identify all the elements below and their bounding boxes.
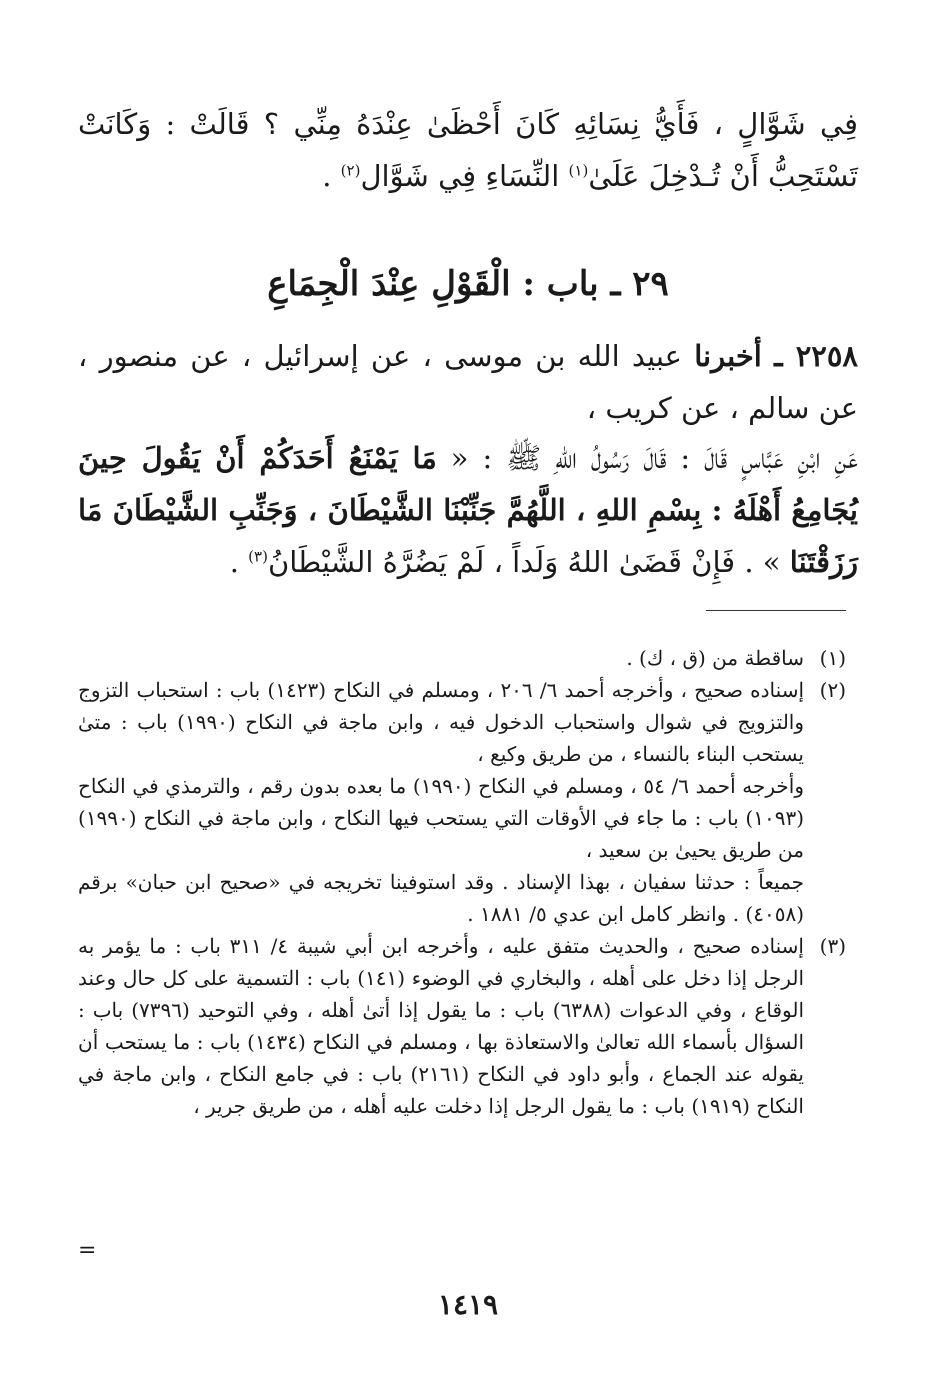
hadith-chain <box>78 330 858 434</box>
chapter-title: ٢٩ ـ باب : الْقَوْلِ عِنْدَ الْجِمَاعِ <box>267 264 669 304</box>
intro-line-1: فِي شَوَّالٍ ، فَأَيُّ نِسَائِهِ كَانَ أَحْظَىٰ عِنْدَهُ مِنِّي ؟ قَالَتْ : وَكَانَتْ تَسْتَحِبُّ أَنْ <box>78 107 858 193</box>
footnote-1-mark: (١) <box>819 646 846 670</box>
intro-line-end: . <box>322 159 341 193</box>
footnote-2-paragraph-2: وأخرجه أحمد ٦/ ٥٤ ، ومسلم في النكاح (١٩٩٠) ما بعده بدون رقم ، والترمذي في النكاح (١٠٩٣) باب : ما جاء في الأوقات التي يستحب فيها النكاح ، وابن ماجة في النكاح (١٩٩٠) من طريق يحيىٰ بن سعيد ، <box>78 774 805 862</box>
hadith-body <box>78 432 858 588</box>
hadith-chain-text: عبيد الله بن موسى ، عن إسرائيل ، عن منصور ، عن سالم ، عن كريب ، <box>78 339 858 425</box>
footnote-2 <box>78 674 846 930</box>
footnote-ref-2[interactable]: (٢) <box>340 161 361 180</box>
hadith-number: ٢٢٥٨ ـ <box>774 339 859 373</box>
continuation-mark: = <box>78 1238 97 1263</box>
intro-line-2-part-b: النِّسَاءِ فِي شَوَّال <box>360 159 569 193</box>
hadith-end: . <box>229 545 249 579</box>
footnote-3-text: إسناده صحيح ، والحديث متفق عليه ، وأخرجه ابن أبي شيبة ٤/ ٣١١ باب : ما يؤمر به الرجل إذا دخل على أهله ، والبخاري في الوضوء (١٤١) باب : التسمية على كل حال وعند الوقاع ، وفي الدعوات (٦٣٨٨) باب : ما يقول إذا أتىٰ أهله ، وفي التوحيد (٧٣٩٦) باب : السؤال بأسماء الله تعالىٰ والاستعاذة بها ، ومسلم في النكاح (١٤٣٤) باب : ما يستحب أن يقوله عند الجماع ، وأبو داود في النكاح (٢١٦١) باب : في جامع النكاح ، وابن ماجة في النكاح (١٩١٩) باب : ما يقول الرجل إذا دخلت عليه أهله ، من طريق جرير ، <box>78 934 805 1118</box>
footnote-1-text: ساقطة من (ق ، ك) . <box>626 646 804 670</box>
page-number: ١٤١٩ <box>437 1288 499 1321</box>
hadith-after-quote: » . فَإِنْ قَضَىٰ اللهُ وَلَداً ، لَمْ يَضُرَّهُ الشَّيْطَانُ <box>267 545 790 579</box>
hadith-chain-start: أخبرنا <box>694 339 762 373</box>
footnote-3 <box>78 930 846 1122</box>
hadith-quote: مَا يَمْنَعُ أَحَدَكُمْ أَنْ يَقُولَ حِينَ يُجَامِعُ أَهْلَهُ : بِسْمِ اللهِ ، اللَّهُمَّ جَنِّبْنَا الشَّيْطَانَ ، وَجَنِّبِ الشَّيْطَانَ مَا رَزَقْتَنَا <box>78 441 858 579</box>
footnotes <box>78 642 846 1122</box>
footnote-3-mark: (٣) <box>819 934 846 958</box>
footnote-1 <box>78 642 846 674</box>
footnote-separator <box>706 610 846 611</box>
footnote-ref-1[interactable]: (١) <box>568 161 589 180</box>
intro-paragraph <box>78 98 858 202</box>
intro-line-2-part-a: تُـدْخِلَ عَلَىٰ <box>588 159 721 193</box>
footnote-2-mark: (٢) <box>819 678 846 702</box>
footnote-ref-3[interactable]: (٣) <box>248 547 268 566</box>
hadith-narrator: عَنِ ابْنِ عَبَّاسٍ قَالَ : قَالَ رَسُولُ اللهِ ﷺ : « <box>436 441 858 475</box>
footnote-2-paragraph-3: جميعاً : حدثنا سفيان ، بهذا الإسناد . وقد استوفينا تخريجه في «صحيح ابن حبان» برقم (٤٠٥٨) . وانظر كامل ابن عدي ٥/ ١٨٨١ . <box>78 870 804 926</box>
footnote-2-paragraph-1: إسناده صحيح ، وأخرجه أحمد ٦/ ٢٠٦ ، ومسلم في النكاح (١٤٢٣) باب : استحباب التزوج والتزويج في شوال واستحباب الدخول فيه ، وابن ماجة في النكاح (١٩٩٠) باب : متىٰ يستحب البناء بالنساء ، من طريق وكيع ، <box>78 678 805 766</box>
